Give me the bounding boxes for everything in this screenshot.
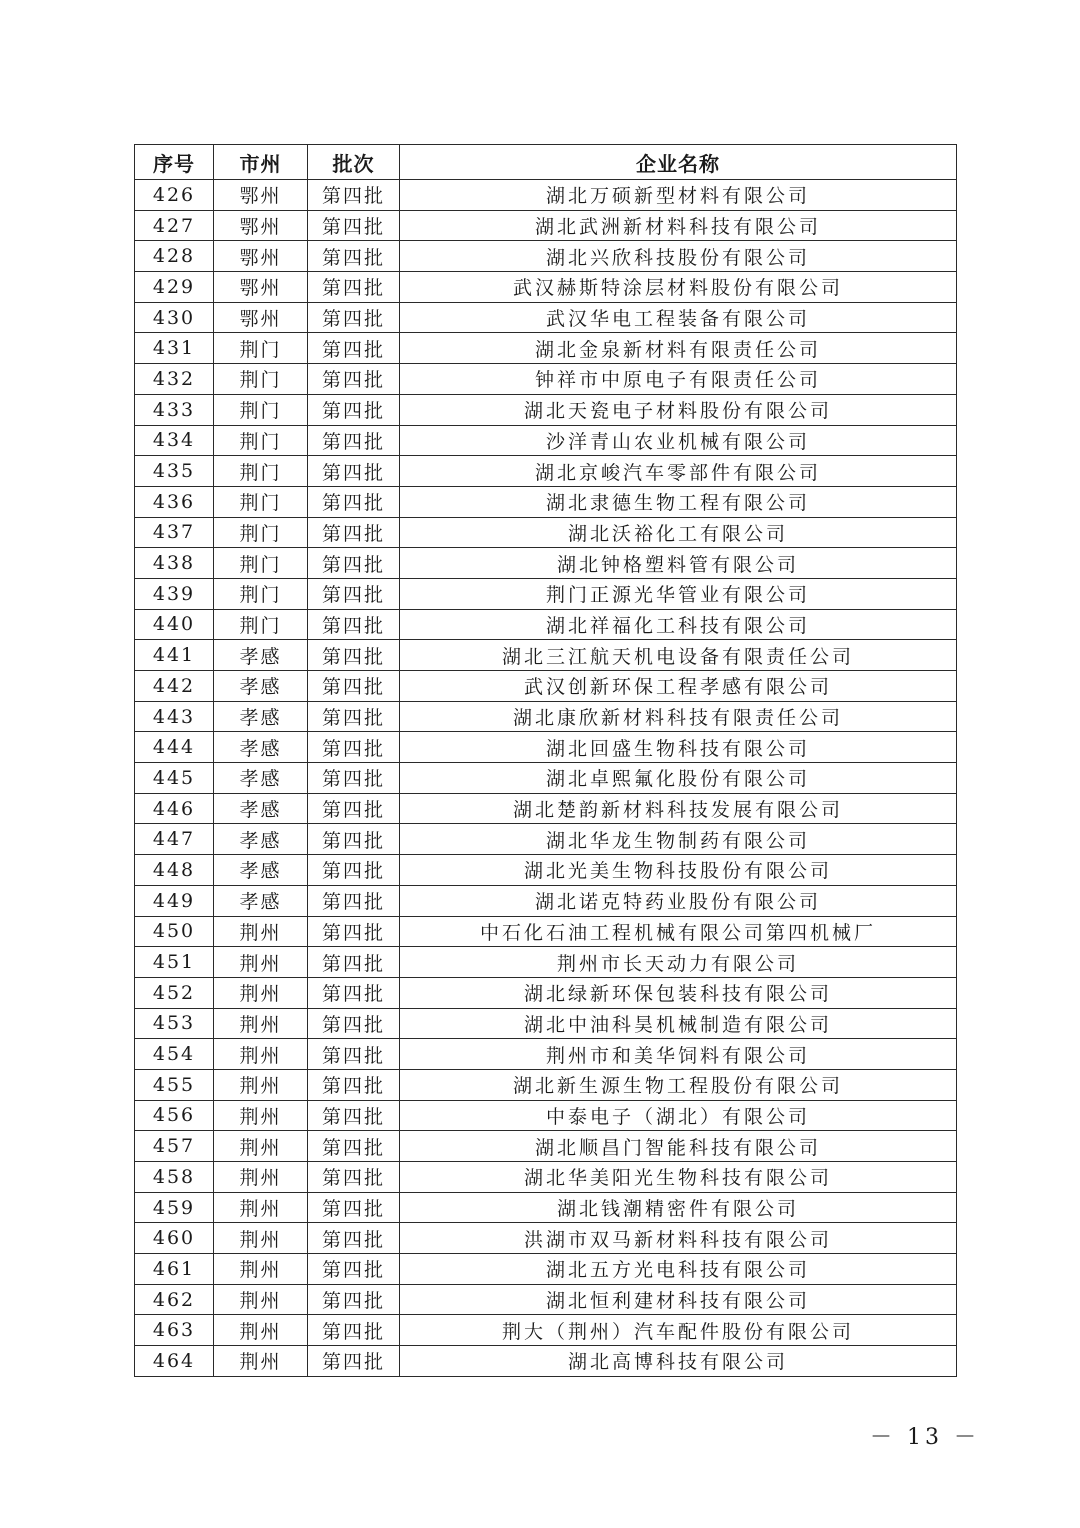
cell-seq: 454 xyxy=(135,1039,214,1070)
cell-company-name: 钟祥市中原电子有限责任公司 xyxy=(400,364,957,395)
table-row xyxy=(135,1008,957,1039)
cell-city: 荆州 xyxy=(214,1223,308,1254)
table-header-row xyxy=(135,145,957,180)
table-row xyxy=(135,916,957,947)
table-row xyxy=(135,517,957,548)
cell-seq: 443 xyxy=(135,701,214,732)
cell-seq: 450 xyxy=(135,916,214,947)
cell-batch: 第四批 xyxy=(308,671,400,702)
cell-seq: 436 xyxy=(135,486,214,517)
table-row xyxy=(135,1069,957,1100)
cell-city: 荆门 xyxy=(214,548,308,579)
cell-seq: 437 xyxy=(135,517,214,548)
table-row xyxy=(135,977,957,1008)
cell-city: 荆州 xyxy=(214,947,308,978)
cell-company-name: 武汉赫斯特涂层材料股份有限公司 xyxy=(400,272,957,303)
cell-batch: 第四批 xyxy=(308,855,400,886)
cell-company-name: 湖北高博科技有限公司 xyxy=(400,1346,957,1377)
table-row xyxy=(135,763,957,794)
cell-seq: 438 xyxy=(135,548,214,579)
cell-seq: 428 xyxy=(135,241,214,272)
cell-seq: 434 xyxy=(135,425,214,456)
table-row xyxy=(135,1254,957,1285)
cell-batch: 第四批 xyxy=(308,1008,400,1039)
table-row xyxy=(135,1315,957,1346)
cell-city: 孝感 xyxy=(214,855,308,886)
cell-city: 荆门 xyxy=(214,486,308,517)
cell-company-name: 湖北恒利建材科技有限公司 xyxy=(400,1284,957,1315)
table-row xyxy=(135,1162,957,1193)
cell-city: 荆州 xyxy=(214,1039,308,1070)
cell-city: 荆门 xyxy=(214,425,308,456)
cell-batch: 第四批 xyxy=(308,1284,400,1315)
table-row xyxy=(135,824,957,855)
cell-company-name: 湖北天瓷电子材料股份有限公司 xyxy=(400,394,957,425)
cell-city: 鄂州 xyxy=(214,180,308,211)
cell-seq: 441 xyxy=(135,640,214,671)
cell-batch: 第四批 xyxy=(308,1192,400,1223)
cell-city: 荆州 xyxy=(214,1284,308,1315)
cell-seq: 460 xyxy=(135,1223,214,1254)
table-row xyxy=(135,578,957,609)
cell-city: 荆州 xyxy=(214,977,308,1008)
cell-seq: 456 xyxy=(135,1100,214,1131)
cell-batch: 第四批 xyxy=(308,1254,400,1285)
cell-company-name: 武汉华电工程装备有限公司 xyxy=(400,302,957,333)
cell-seq: 451 xyxy=(135,947,214,978)
table-row xyxy=(135,947,957,978)
cell-batch: 第四批 xyxy=(308,180,400,211)
header-company-name: 企业名称 xyxy=(400,145,957,180)
cell-company-name: 湖北新生源生物工程股份有限公司 xyxy=(400,1069,957,1100)
cell-company-name: 湖北沃裕化工有限公司 xyxy=(400,517,957,548)
cell-seq: 435 xyxy=(135,456,214,487)
enterprise-list-table xyxy=(134,144,957,1377)
cell-city: 荆州 xyxy=(214,1254,308,1285)
table-row xyxy=(135,333,957,364)
table-row xyxy=(135,425,957,456)
cell-company-name: 湖北武洲新材料科技有限公司 xyxy=(400,210,957,241)
table-row xyxy=(135,210,957,241)
table-row xyxy=(135,1284,957,1315)
cell-company-name: 湖北华龙生物制药有限公司 xyxy=(400,824,957,855)
cell-seq: 452 xyxy=(135,977,214,1008)
cell-batch: 第四批 xyxy=(308,1162,400,1193)
cell-company-name: 荆州市长天动力有限公司 xyxy=(400,947,957,978)
cell-city: 荆州 xyxy=(214,916,308,947)
cell-batch: 第四批 xyxy=(308,1100,400,1131)
cell-seq: 464 xyxy=(135,1346,214,1377)
cell-company-name: 湖北钟格塑料管有限公司 xyxy=(400,548,957,579)
cell-city: 孝感 xyxy=(214,701,308,732)
cell-seq: 448 xyxy=(135,855,214,886)
cell-city: 荆州 xyxy=(214,1008,308,1039)
cell-seq: 463 xyxy=(135,1315,214,1346)
cell-batch: 第四批 xyxy=(308,425,400,456)
cell-city: 鄂州 xyxy=(214,302,308,333)
cell-seq: 458 xyxy=(135,1162,214,1193)
cell-company-name: 湖北三江航天机电设备有限责任公司 xyxy=(400,640,957,671)
cell-seq: 455 xyxy=(135,1069,214,1100)
cell-company-name: 湖北楚韵新材料科技发展有限公司 xyxy=(400,793,957,824)
cell-company-name: 沙洋青山农业机械有限公司 xyxy=(400,425,957,456)
cell-seq: 457 xyxy=(135,1131,214,1162)
cell-seq: 431 xyxy=(135,333,214,364)
cell-company-name: 湖北京峻汽车零部件有限公司 xyxy=(400,456,957,487)
cell-company-name: 中石化石油工程机械有限公司第四机械厂 xyxy=(400,916,957,947)
cell-batch: 第四批 xyxy=(308,578,400,609)
cell-city: 孝感 xyxy=(214,885,308,916)
table-row xyxy=(135,671,957,702)
cell-seq: 461 xyxy=(135,1254,214,1285)
cell-city: 荆门 xyxy=(214,578,308,609)
cell-company-name: 湖北钱潮精密件有限公司 xyxy=(400,1192,957,1223)
table-row xyxy=(135,241,957,272)
cell-seq: 427 xyxy=(135,210,214,241)
cell-company-name: 湖北卓熙氟化股份有限公司 xyxy=(400,763,957,794)
cell-company-name: 武汉创新环保工程孝感有限公司 xyxy=(400,671,957,702)
cell-company-name: 湖北祥福化工科技有限公司 xyxy=(400,609,957,640)
cell-batch: 第四批 xyxy=(308,824,400,855)
cell-company-name: 中泰电子（湖北）有限公司 xyxy=(400,1100,957,1131)
table-row xyxy=(135,640,957,671)
cell-batch: 第四批 xyxy=(308,1131,400,1162)
cell-company-name: 湖北诺克特药业股份有限公司 xyxy=(400,885,957,916)
cell-seq: 447 xyxy=(135,824,214,855)
table-row xyxy=(135,1100,957,1131)
cell-batch: 第四批 xyxy=(308,486,400,517)
cell-city: 荆门 xyxy=(214,609,308,640)
page-number: － 13 － xyxy=(870,1425,980,1450)
cell-city: 鄂州 xyxy=(214,272,308,303)
cell-batch: 第四批 xyxy=(308,394,400,425)
cell-batch: 第四批 xyxy=(308,640,400,671)
table-row xyxy=(135,609,957,640)
table-row xyxy=(135,548,957,579)
cell-batch: 第四批 xyxy=(308,1346,400,1377)
table-row xyxy=(135,1192,957,1223)
cell-batch: 第四批 xyxy=(308,977,400,1008)
header-seq: 序号 xyxy=(135,145,214,180)
cell-seq: 426 xyxy=(135,180,214,211)
cell-seq: 430 xyxy=(135,302,214,333)
cell-batch: 第四批 xyxy=(308,947,400,978)
cell-batch: 第四批 xyxy=(308,517,400,548)
cell-seq: 429 xyxy=(135,272,214,303)
cell-city: 鄂州 xyxy=(214,210,308,241)
cell-city: 荆门 xyxy=(214,333,308,364)
cell-batch: 第四批 xyxy=(308,793,400,824)
cell-city: 孝感 xyxy=(214,793,308,824)
cell-batch: 第四批 xyxy=(308,364,400,395)
cell-batch: 第四批 xyxy=(308,885,400,916)
header-city: 市州 xyxy=(214,145,308,180)
cell-batch: 第四批 xyxy=(308,1223,400,1254)
cell-city: 荆州 xyxy=(214,1100,308,1131)
cell-seq: 432 xyxy=(135,364,214,395)
table-row xyxy=(135,486,957,517)
table-row xyxy=(135,1346,957,1377)
cell-company-name: 湖北顺昌门智能科技有限公司 xyxy=(400,1131,957,1162)
cell-city: 荆门 xyxy=(214,394,308,425)
table-row xyxy=(135,885,957,916)
cell-seq: 462 xyxy=(135,1284,214,1315)
cell-company-name: 湖北中油科昊机械制造有限公司 xyxy=(400,1008,957,1039)
cell-city: 鄂州 xyxy=(214,241,308,272)
cell-batch: 第四批 xyxy=(308,1069,400,1100)
cell-batch: 第四批 xyxy=(308,210,400,241)
table-row xyxy=(135,793,957,824)
cell-city: 荆州 xyxy=(214,1162,308,1193)
cell-company-name: 荆州市和美华饲料有限公司 xyxy=(400,1039,957,1070)
cell-city: 孝感 xyxy=(214,763,308,794)
cell-batch: 第四批 xyxy=(308,548,400,579)
table-row xyxy=(135,855,957,886)
cell-company-name: 湖北五方光电科技有限公司 xyxy=(400,1254,957,1285)
table-row xyxy=(135,456,957,487)
cell-seq: 453 xyxy=(135,1008,214,1039)
table-row xyxy=(135,302,957,333)
cell-city: 孝感 xyxy=(214,671,308,702)
cell-city: 孝感 xyxy=(214,824,308,855)
cell-seq: 446 xyxy=(135,793,214,824)
cell-batch: 第四批 xyxy=(308,732,400,763)
cell-company-name: 荆门正源光华管业有限公司 xyxy=(400,578,957,609)
cell-city: 荆州 xyxy=(214,1131,308,1162)
cell-city: 孝感 xyxy=(214,640,308,671)
cell-batch: 第四批 xyxy=(308,763,400,794)
cell-seq: 445 xyxy=(135,763,214,794)
cell-seq: 459 xyxy=(135,1192,214,1223)
cell-city: 荆门 xyxy=(214,364,308,395)
cell-city: 荆州 xyxy=(214,1192,308,1223)
table-row xyxy=(135,1223,957,1254)
cell-company-name: 湖北隶德生物工程有限公司 xyxy=(400,486,957,517)
cell-company-name: 洪湖市双马新材料科技有限公司 xyxy=(400,1223,957,1254)
cell-batch: 第四批 xyxy=(308,1315,400,1346)
table-row xyxy=(135,732,957,763)
cell-batch: 第四批 xyxy=(308,456,400,487)
cell-city: 荆州 xyxy=(214,1069,308,1100)
cell-batch: 第四批 xyxy=(308,701,400,732)
cell-batch: 第四批 xyxy=(308,272,400,303)
cell-company-name: 湖北康欣新材料科技有限责任公司 xyxy=(400,701,957,732)
cell-company-name: 湖北绿新环保包装科技有限公司 xyxy=(400,977,957,1008)
cell-seq: 449 xyxy=(135,885,214,916)
cell-seq: 439 xyxy=(135,578,214,609)
table-row xyxy=(135,394,957,425)
cell-company-name: 湖北华美阳光生物科技有限公司 xyxy=(400,1162,957,1193)
cell-company-name: 湖北回盛生物科技有限公司 xyxy=(400,732,957,763)
cell-seq: 440 xyxy=(135,609,214,640)
cell-batch: 第四批 xyxy=(308,302,400,333)
table-row xyxy=(135,180,957,211)
cell-city: 荆州 xyxy=(214,1315,308,1346)
cell-city: 荆州 xyxy=(214,1346,308,1377)
cell-company-name: 湖北光美生物科技股份有限公司 xyxy=(400,855,957,886)
table-row xyxy=(135,1131,957,1162)
table-row xyxy=(135,701,957,732)
cell-city: 孝感 xyxy=(214,732,308,763)
cell-batch: 第四批 xyxy=(308,916,400,947)
table-row xyxy=(135,364,957,395)
cell-company-name: 湖北金泉新材料有限责任公司 xyxy=(400,333,957,364)
table-body xyxy=(135,180,957,1377)
cell-batch: 第四批 xyxy=(308,1039,400,1070)
cell-company-name: 湖北兴欣科技股份有限公司 xyxy=(400,241,957,272)
cell-company-name: 荆大（荆州）汽车配件股份有限公司 xyxy=(400,1315,957,1346)
table-row xyxy=(135,272,957,303)
table-row xyxy=(135,1039,957,1070)
cell-city: 荆门 xyxy=(214,456,308,487)
header-batch: 批次 xyxy=(308,145,400,180)
cell-batch: 第四批 xyxy=(308,241,400,272)
cell-seq: 442 xyxy=(135,671,214,702)
cell-batch: 第四批 xyxy=(308,609,400,640)
cell-batch: 第四批 xyxy=(308,333,400,364)
cell-city: 荆门 xyxy=(214,517,308,548)
cell-company-name: 湖北万硕新型材料有限公司 xyxy=(400,180,957,211)
cell-seq: 444 xyxy=(135,732,214,763)
cell-seq: 433 xyxy=(135,394,214,425)
